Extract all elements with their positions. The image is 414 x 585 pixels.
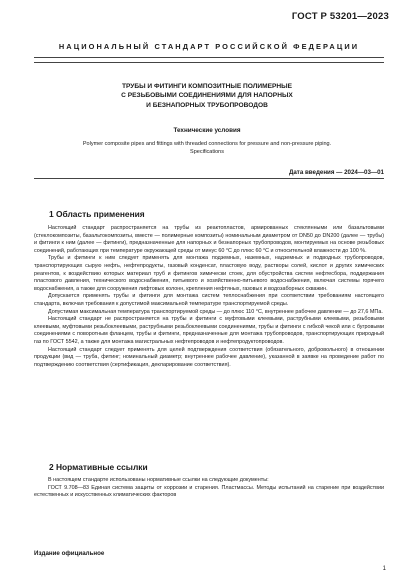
paragraph: Настоящий стандарт следует применять для целей подтверждения соответствия (обязательного, добровольного) в отношении продукции (вид — труба, фитинг; номинальный диаметр; внутреннее рабочее давление), указанной в заявке на проведение работ по подтверждению соответствия (сертификация, декларирование соответствия). [34, 346, 384, 368]
header-rule-top [34, 57, 384, 58]
document-title-line: ТРУБЫ И ФИТИНГИ КОМПОЗИТНЫЕ ПОЛИМЕРНЫЕ [121, 83, 293, 90]
paragraph: Настоящий стандарт распространяется на трубы из реактопластов, армированных стеклянными или базальтовыми (стеклокомпозиты, базальтокомпозиты, вместе — полимерные композиты) номинальным диаметром от DN50 до DN200 (далее — трубы) и фитинги к ним (далее — фитинги), предназначенные для напорных и безнапорных трубопроводов, монтируемых на основе резьбовых соединений, работающих при температуре окружающей среды от минус 60 °C до плюс 60 °C и относительной влажности до 100 %. [34, 225, 384, 254]
english-title-line: Polymer composite pipes and fittings with threaded connections for pressure and non-pressure piping. [82, 141, 332, 147]
english-title [75, 141, 339, 156]
document-title [70, 82, 344, 110]
section-1-body [34, 225, 384, 369]
document-subtitle: Технические условия [173, 127, 241, 134]
paragraph: Допустимая максимальная температура транспортируемой среды — до плюс 110 °C, внутреннее рабочее давление — до 27,6 МПа. [48, 308, 383, 315]
paragraph: Трубы и фитинги к ним следует применять для монтажа подземных, наземных, надземных и подводных трубопроводов, транспортирующих сырую нефть, нефтепродукты, газовый конденсат, пластовую воду, растворы солей, кислот и других химических реагентов, к воздействию которых материал труб и фитингов химически стоек, для обустройства систем нефтесбора, поддержания пластового давления, технического водоснабжения, питьевого и хозяйственно-питьевого водоснабжения, включая системы горячего водоснабжения, а также для сооружения лифтовых колонн, крепления нефтяных, газовых и водозаборных скважин. [34, 255, 384, 292]
paragraph: ГОСТ 9.708—83 Единая система защиты от коррозии и старения. Пластмассы. Методы испытаний на старение при воздействии естественных и искусственных климатических факторов [34, 484, 384, 499]
paragraph: В настоящем стандарте использованы нормативные ссылки на следующие документы: [48, 477, 269, 483]
section-1-title: 1 Область применения [49, 209, 145, 219]
introduction-date: Дата введения — 2024—03—01 [288, 169, 384, 176]
paragraph: Допускается применять трубы и фитинги для монтажа систем теплоснабжения при соответствии требованиям настоящего стандарта, включая требования к допустимой максимальной температуре транспортируемой среды. [34, 293, 384, 307]
english-title-line: Specifications [190, 148, 224, 155]
standard-title: НАЦИОНАЛЬНЫЙ СТАНДАРТ РОССИЙСКОЙ ФЕДЕРАЦИИ [58, 42, 360, 51]
date-rule [34, 178, 384, 179]
official-edition-label: Издание официальное [34, 550, 105, 557]
document-title-line: С РЕЗЬБОВЫМИ СОЕДИНЕНИЯМИ ДЛЯ НАПОРНЫХ [121, 92, 293, 100]
gost-number: ГОСТ Р 53201—2023 [291, 11, 389, 22]
page-number: 1 [382, 566, 386, 572]
paragraph: Настоящий стандарт не распространяется на трубы и фитинги с муфтовыми клеевыми, раструбными клеевыми, резьбовыми клеевыми, муфтовыми резьбоклеевыми, раструбными резьбоклеевыми соединениями, трубы и фитинги с гибкой чекой или с бугровыми соединениями с поворотным фланцем, трубы и фитинги, предназначенные для монтажа трубопроводов, транспортирующих природный газ по ГОСТ 5542, а также для монтажа магистральных нефтепроводов и нефтепродуктопроводов. [34, 316, 384, 345]
section-2-body [34, 477, 384, 500]
document-title-line: И БЕЗНАПОРНЫХ ТРУБОПРОВОДОВ [146, 101, 268, 109]
header-rule-bottom [34, 62, 384, 63]
section-2-title: 2 Нормативные ссылки [49, 462, 148, 472]
